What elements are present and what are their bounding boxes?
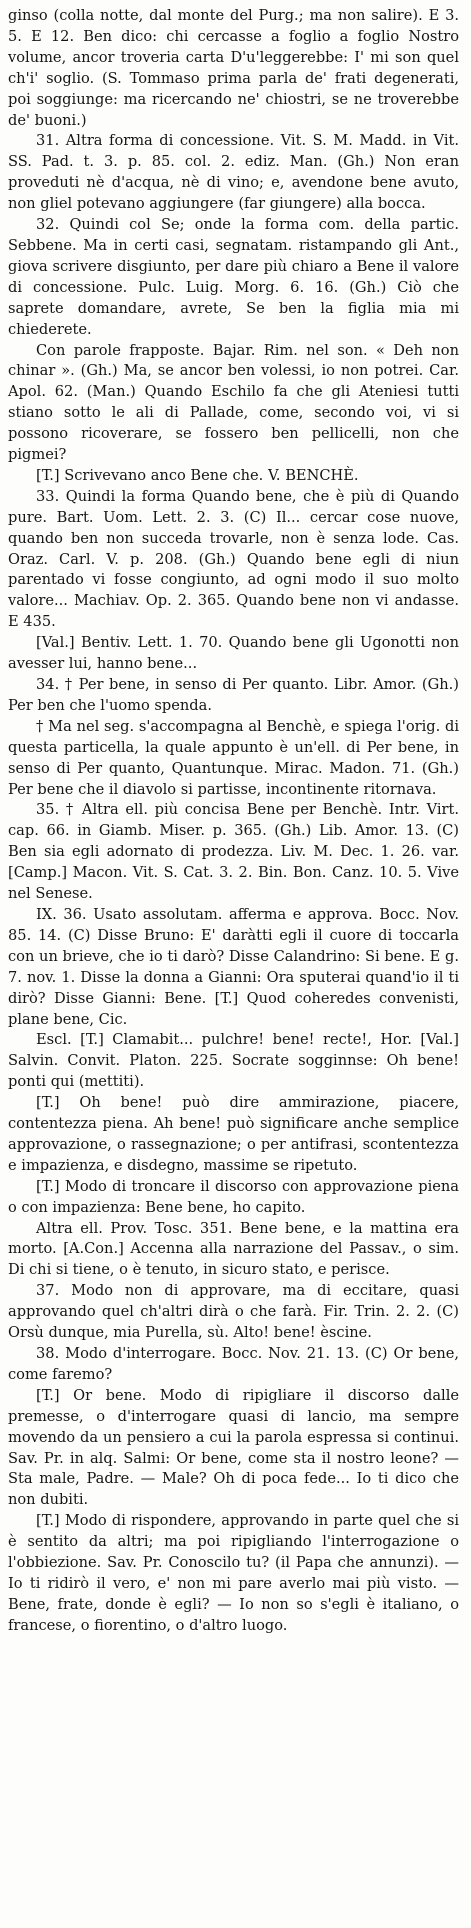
sense-36-altra-ell: Altra ell. Prov. Tosc. 351. Bene bene, e la mattina era morto. [A.Con.] Accenna alla narrazione del Passav., o sim. Di chi si tiene, o è tenuto, in sicuro stato, e perisce.: [8, 1219, 459, 1279]
entry-continuation: ginso (colla notte, dal monte del Purg.; ma non salire). E 3. 5. E 12. Ben dico: chi cercasse a foglio a foglio Nostro volume, ancor troveria carta D'u'leggerebbe: I' mi son quel ch'i' soglio. (S. Tommaso prima parla de' frati degenerati, poi soggiunge: ma ricercando ne' chiostri, se ne troverebbe de' buoni.): [8, 7, 459, 129]
sense-34-benche: † Ma nel seg. s'accompagna al Benchè, e spiega l'orig. di questa particella, la quale appunto è un'ell. di Per bene, in senso di Per quanto, Quantunque. Mirac. Madon. 71. (Gh.) Per bene che il diavolo si partisse, incontinente ritornava.: [8, 717, 459, 798]
sense-38-rispondere: [T.] Modo di rispondere, approvando in parte quel che si è sentito da altri; ma poi ripigliando l'interrogazione o l'obbiezione. Sav. Pr. Conoscilo tu? (il Papa che annunzi). — Io ti ridirò il vero, e' non mi pare averlo mai più visto. — Bene, frate, donde è egli? — Io non so s'egli è italiano, o francese, o fiorentino, o d'altro luogo.: [8, 1512, 459, 1634]
sense-34: 34. † Per bene, in senso di Per quanto. Libr. Amor. (Gh.) Per ben che l'uomo spenda.: [8, 676, 459, 714]
sense-33: 33. Quindi la forma Quando bene, che è più di Quando pure. Bart. Uom. Lett. 2. 3. (C) Il... cercar cose nuove, quando ben non succeda trovarle, non è senza lode. Cas. Oraz. Carl. V. p. 208. (Gh.) Quando bene egli di niun parentado vi fosse congiunto, ad ogni modo il suo molto valore... Machiav. Op. 2. 365. Quando bene non vi andasse. E 435.: [8, 487, 459, 631]
sense-35: 35. † Altra ell. più concisa Bene per Benchè. Intr. Virt. cap. 66. in Giamb. Miser. p. 365. (Gh.) Lib. Amor. 13. (C) Ben sia egli adornato di prodezza. Liv. M. Dec. 1. 26. var. [Camp.] Macon. Vit. S. Cat. 3. 2. Bin. Bon. Canz. 10. 5. Vive nel Senese.: [8, 801, 459, 903]
sense-31: 31. Altra forma di concessione. Vit. S. M. Madd. in Vit. SS. Pad. t. 3. p. 85. col. 2. ediz. Man. (Gh.) Non eran proveduti nè d'acqua, nè di vino; e, avendone bene avuto, non gliel potevano aggiungere (far giungere) alla bocca.: [8, 132, 459, 213]
sense-36-troncare: [T.] Modo di troncare il discorso con approvazione piena o con impazienza: Bene bene, ho capito.: [8, 1177, 459, 1216]
sense-32-frapposte: Con parole frapposte. Bajar. Rim. nel son. « Deh non chinar ». (Gh.) Ma, se ancor ben volessi, io non potrei. Car. Apol. 62. (Man.) Quando Eschilo fa che gli Ateniesi tutti stiano sotto le ali di Pallade, come, secondo voi, vi si possono ricoverare, se fossero ben pellicelli, non che pigmei?: [8, 341, 459, 464]
sense-33-val: [Val.] Bentiv. Lett. 1. 70. Quando bene gli Ugonotti non avesser lui, hanno bene...: [8, 634, 459, 673]
sense-32-bene-che: [T.] Scrivevano anco Bene che. V. BENCHÈ.: [36, 466, 359, 484]
sense-36: IX. 36. Usato assolutam. afferma e approva. Bocc. Nov. 85. 14. (C) Disse Bruno: E' daràtti egli il cuore di toccarla con un brieve, che io ti darò? Disse Calandrino: Si bene. E g. 7. nov. 1. Disse la donna a Gianni: Ora sputerai quand'io il ti dirò? Disse Gianni: Bene. [T.] Quod coheredes convenisti, plane bene, Cic.: [8, 905, 459, 1028]
sense-37: 37. Modo non di approvare, ma di eccitare, quasi approvando quel ch'altri dirà o che farà. Fir. Trin. 2. 2. (C) Orsù dunque, mia Purella, sù. Alto! bene! èscine.: [8, 1282, 459, 1342]
sense-36-oh-bene: [T.] Oh bene! può dire ammirazione, piacere, contentezza piena. Ah bene! può significare anche semplice approvazione, o rassegnazione; o per antifrasi, scontentezza e impazienza, e disdegno, massime se ripetuto.: [8, 1094, 459, 1174]
sense-32: 32. Quindi col Se; onde la forma com. della partic. Sebbene. Ma in certi casi, segnatam. ristampando gli Ant., giova scrivere disgiunto, per dare più chiaro a Bene il valore di concessione. Pulc. Luig. Morg. 6. 16. (Gh.) Ciò che saprete domandare, avrete, Se ben la figlia mia mi chiederete.: [8, 216, 459, 338]
sense-38: 38. Modo d'interrogare. Bocc. Nov. 21. 13. (C) Or bene, come faremo?: [8, 1345, 459, 1383]
sense-36-escl: Escl. [T.] Clamabit... pulchre! bene! recte!, Hor. [Val.] Salvin. Convit. Platon. 225. Socrate sogginnse: Oh bene! ponti qui (mettiti).: [8, 1031, 459, 1091]
sense-38-or-bene: [T.] Or bene. Modo di ripigliare il discorso dalle premesse, o d'interrogare quasi di lancio, ma sempre movendo da un pensiero a cui la parola espressa si continui. Sav. Pr. in alq. Salmi: Or bene, come sta il nostro leone? — Sta male, Padre. — Male? Oh di poca fede... Io ti dico che non dubiti.: [8, 1386, 459, 1509]
